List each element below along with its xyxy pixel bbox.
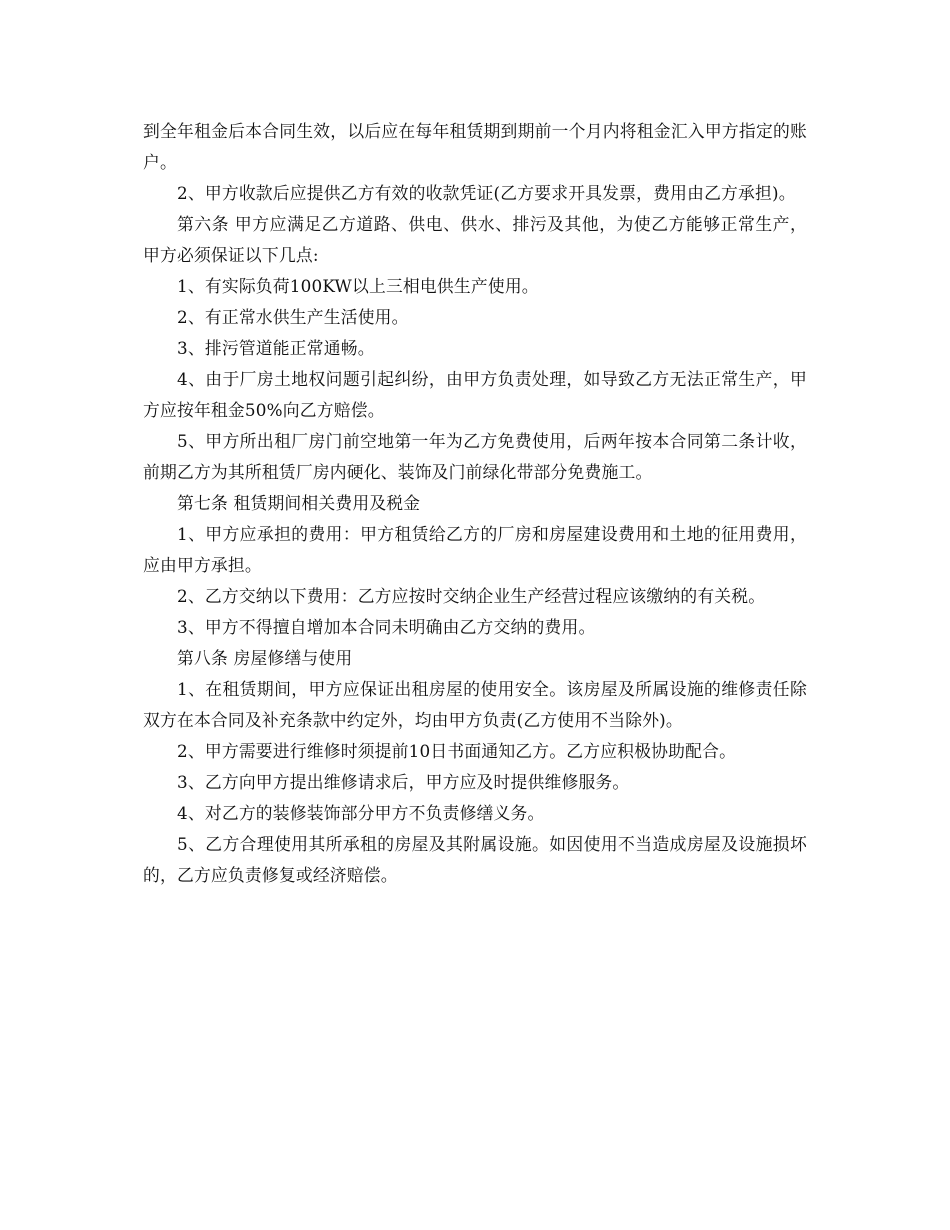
paragraph-power-supply: 1、有实际负荷100KW以上三相电供生产使用。 [177,276,539,296]
paragraph-receipt: 2、甲方收款后应提供乙方有效的收款凭证(乙方要求开具发票，费用由乙方承担)。 [177,183,796,203]
paragraph-water-supply: 2、有正常水供生产生活使用。 [177,307,409,327]
paragraph-decoration: 4、对乙方的装修装饰部分甲方不负责修缮义务。 [177,803,545,823]
paragraph-proper-use: 5、乙方合理使用其所承租的房屋及其附属设施。如因使用不当造成房屋及设施损坏的，乙方应负责修复或经济赔偿。 [143,834,807,885]
paragraph-no-extra-fees: 3、甲方不得擅自增加本合同未明确由乙方交纳的费用。 [177,617,596,637]
paragraph-party-b-costs: 2、乙方交纳以下费用：乙方应按时交纳企业生产经营过程应该缴纳的有关税。 [177,586,766,606]
paragraph-article-8-heading: 第八条 房屋修缮与使用 [177,648,353,668]
paragraph-repair-request: 3、乙方向甲方提出维修请求后，甲方应及时提供维修服务。 [177,772,630,792]
paragraph-repair-notice: 2、甲方需要进行维修时须提前10日书面通知乙方。乙方应积极协助配合。 [177,741,737,761]
paragraph-rent-payment: 到全年租金后本合同生效，以后应在每年租赁期到期前一个月内将租金汇入甲方指定的账户。 [143,121,807,172]
paragraph-party-a-costs: 1、甲方应承担的费用：甲方租赁给乙方的厂房和房屋建设费用和土地的征用费用，应由甲方承担。 [143,524,807,575]
paragraph-open-space: 5、甲方所出租厂房门前空地第一年为乙方免费使用，后两年按本合同第二条计收，前期乙方为其所租赁厂房内硬化、装饰及门前绿化带部分免费施工。 [143,431,807,482]
paragraph-article-7-heading: 第七条 租赁期间相关费用及税金 [177,493,421,513]
paragraph-land-dispute: 4、由于厂房土地权问题引起纠纷，由甲方负责处理，如导致乙方无法正常生产，甲方应按年租金50%向乙方赔偿。 [143,369,807,420]
document-body [143,116,807,891]
paragraph-drainage: 3、排污管道能正常通畅。 [177,338,375,358]
paragraph-safety: 1、在租赁期间，甲方应保证出租房屋的使用安全。该房屋及所属设施的维修责任除双方在本合同及补充条款中约定外，均由甲方负责(乙方使用不当除外)。 [143,679,807,730]
paragraph-article-6: 第六条 甲方应满足乙方道路、供电、供水、排污及其他，为使乙方能够正常生产，甲方必须保证以下几点: [143,214,807,265]
